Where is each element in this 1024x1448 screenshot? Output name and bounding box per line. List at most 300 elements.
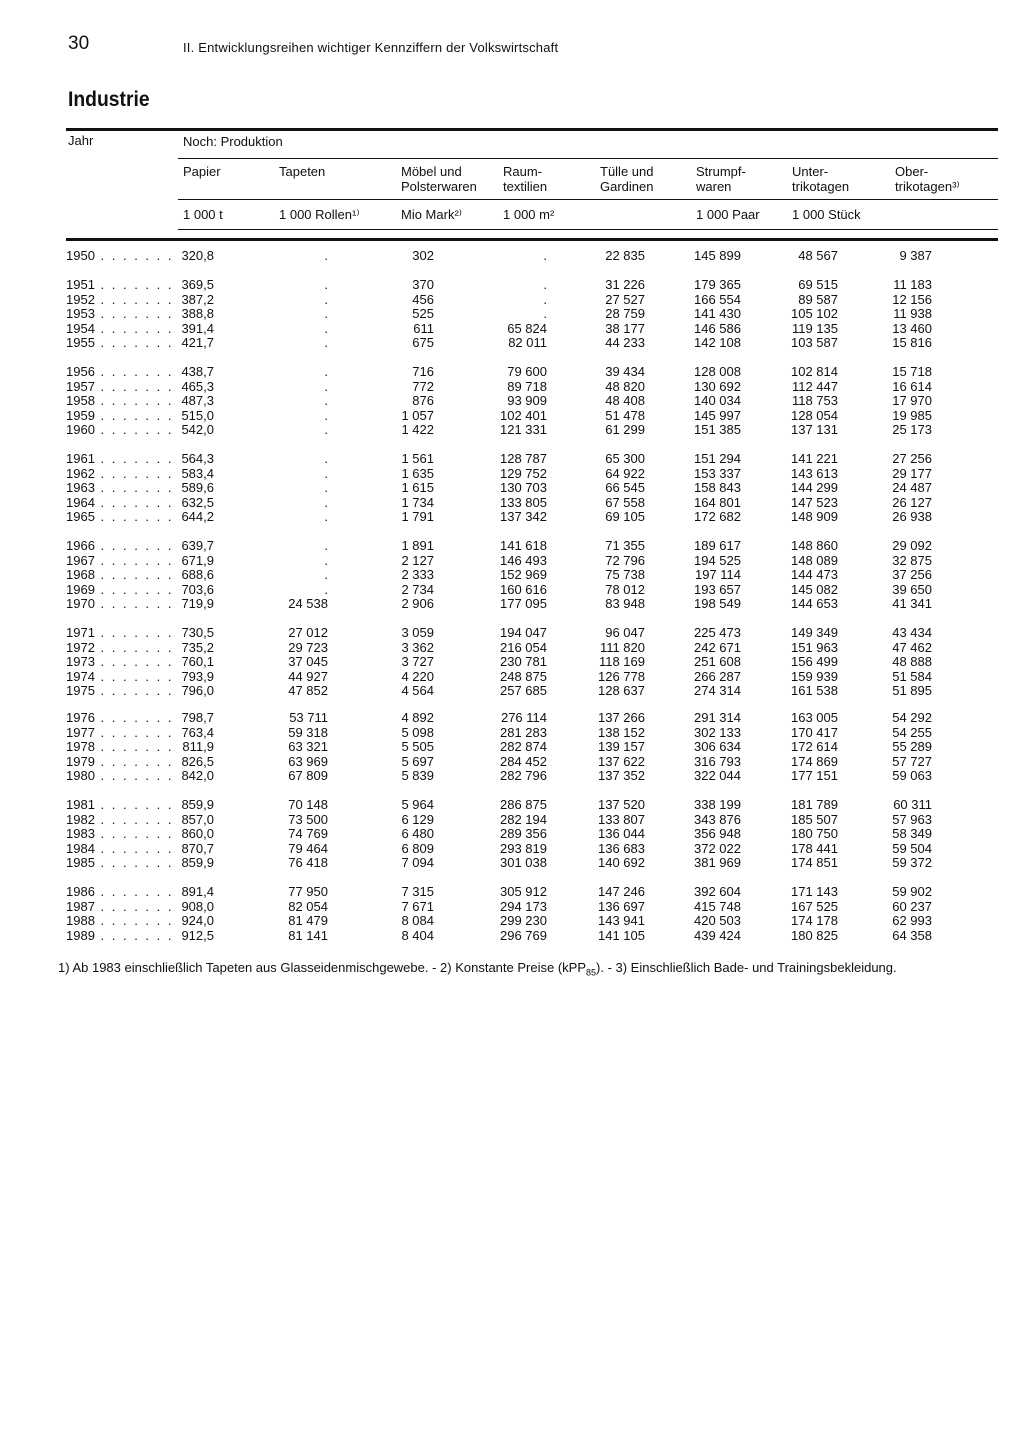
value-cell: 148 089 <box>791 552 838 568</box>
table-row <box>0 769 1024 784</box>
value-cell: 128 637 <box>598 683 645 698</box>
value-cell: 302 <box>412 248 434 263</box>
column-header <box>792 164 849 194</box>
value-cell: 8 404 <box>401 927 434 943</box>
value-cell: 388,8 <box>181 306 214 321</box>
value-cell: 439 424 <box>694 927 741 943</box>
value-cell: 282 796 <box>500 768 547 783</box>
value-cell: 54 255 <box>892 724 932 740</box>
value-cell: 48 408 <box>605 393 645 408</box>
value-cell: 4 220 <box>401 668 434 684</box>
value-cell: 194 047 <box>500 625 547 640</box>
value-cell: 3 727 <box>401 654 434 669</box>
value-cell: 306 634 <box>694 739 741 754</box>
value-cell: 59 504 <box>892 840 932 856</box>
column-header <box>600 164 653 194</box>
year-cell: 1972 . . . . . . . <box>66 639 174 655</box>
table-row <box>0 655 1024 670</box>
value-cell: 75 738 <box>605 567 645 582</box>
year-cell: 1976 . . . . . . . <box>66 710 174 725</box>
value-cell: 147 246 <box>598 884 645 899</box>
value-cell: 145 082 <box>791 581 838 597</box>
value-cell: 39 650 <box>892 581 932 597</box>
value-cell: 891,4 <box>181 884 214 899</box>
value-cell: 137 342 <box>500 509 547 524</box>
year-cell: 1971 . . . . . . . <box>66 625 174 640</box>
value-cell: 11 938 <box>893 306 932 321</box>
value-cell: 763,4 <box>181 724 214 740</box>
table-row <box>0 626 1024 641</box>
value-cell: 197 114 <box>694 567 741 582</box>
value-cell: 148 860 <box>791 538 838 553</box>
value-cell: 372 022 <box>694 840 741 856</box>
table-row <box>0 554 1024 569</box>
column-header <box>183 164 221 179</box>
column-header-line2: Polsterwaren <box>401 179 477 194</box>
value-cell: 174 178 <box>791 913 838 928</box>
value-cell: 103 587 <box>791 335 838 350</box>
value-cell: 67 558 <box>605 494 645 510</box>
year-cell: 1957 . . . . . . . <box>66 378 174 394</box>
table-row <box>0 278 1024 293</box>
value-cell: 48 888 <box>892 654 932 669</box>
value-cell: 141 105 <box>598 927 645 943</box>
value-cell: 61 299 <box>605 422 645 437</box>
year-cell: 1960 . . . . . . . <box>66 422 174 437</box>
value-cell: 857,0 <box>181 811 214 827</box>
year-cell: 1965 . . . . . . . <box>66 509 174 524</box>
footnote <box>58 960 897 978</box>
value-cell: 145 997 <box>694 407 741 423</box>
value-cell: 48 567 <box>798 248 838 263</box>
value-cell: . <box>324 509 328 524</box>
value-cell: 76 418 <box>288 855 328 870</box>
value-cell: 51 584 <box>892 668 932 684</box>
value-cell: 4 564 <box>401 683 434 698</box>
footnote-rendered: 1) Ab 1983 einschließlich Tapeten aus Glasseidenmischgewebe. - 2) Konstante Preise (kPP$_{85}$). - 3) Einschließlich Bade- und Trainingsbekleidung. <box>58 960 897 978</box>
value-cell: 12 156 <box>892 291 932 307</box>
value-cell: 343 876 <box>694 811 741 827</box>
value-cell: . <box>324 291 328 307</box>
value-cell: 6 809 <box>401 840 434 856</box>
value-cell: 160 616 <box>500 581 547 597</box>
value-cell: 74 769 <box>288 826 328 841</box>
column-header-line1: Tapeten <box>279 164 326 179</box>
value-cell: 148 909 <box>791 509 838 524</box>
value-cell: 286 875 <box>500 797 547 812</box>
value-cell: 60 237 <box>892 898 932 914</box>
value-cell: 2 333 <box>401 567 434 582</box>
column-unit: 1 000 Rollen¹⁾ <box>279 207 360 222</box>
value-cell: 322 044 <box>694 768 741 783</box>
stub-label: Jahr <box>68 133 94 148</box>
year-cell: 1985 . . . . . . . <box>66 855 174 870</box>
column-header-line1: Unter- <box>792 164 829 179</box>
value-cell: 870,7 <box>181 840 214 856</box>
column-header-line1: Papier <box>183 164 221 179</box>
value-cell: 59 902 <box>892 884 932 899</box>
value-cell: 151 963 <box>791 639 838 655</box>
year-cell: 1953 . . . . . . . <box>66 306 174 321</box>
value-cell: 1 561 <box>401 451 434 466</box>
value-cell: . <box>543 277 547 292</box>
value-cell: 181 789 <box>791 797 838 812</box>
year-cell: 1955 . . . . . . . <box>66 335 174 350</box>
value-cell: 391,4 <box>181 320 214 336</box>
value-cell: . <box>324 581 328 597</box>
value-cell: 140 034 <box>694 393 741 408</box>
value-cell: 719,9 <box>181 596 214 611</box>
value-cell: 370 <box>412 277 434 292</box>
value-cell: 172 614 <box>791 739 838 754</box>
column-header-line1: Ober- <box>895 164 929 179</box>
value-cell: 1 422 <box>401 422 434 437</box>
year-cell: 1967 . . . . . . . <box>66 552 174 568</box>
value-cell: 639,7 <box>181 538 214 553</box>
table-row <box>0 641 1024 656</box>
value-cell: 137 131 <box>791 422 838 437</box>
value-cell: 163 005 <box>791 710 838 725</box>
value-cell: 3 059 <box>401 625 434 640</box>
value-cell: 51 478 <box>605 407 645 423</box>
value-cell: 171 143 <box>791 884 838 899</box>
value-cell: . <box>324 393 328 408</box>
value-cell: 89 718 <box>507 378 547 394</box>
value-cell: 9 387 <box>899 248 932 263</box>
value-cell: . <box>324 567 328 582</box>
value-cell: 369,5 <box>181 277 214 292</box>
value-cell: 130 703 <box>500 480 547 495</box>
value-cell: 140 692 <box>598 855 645 870</box>
value-cell: 59 063 <box>892 768 932 783</box>
value-cell: 716 <box>412 364 434 379</box>
value-cell: 703,6 <box>181 581 214 597</box>
value-cell: 194 525 <box>694 552 741 568</box>
value-cell: 136 044 <box>598 826 645 841</box>
column-header <box>696 164 746 194</box>
value-cell: 274 314 <box>694 683 741 698</box>
value-cell: 146 586 <box>694 320 741 336</box>
value-cell: 515,0 <box>181 407 214 423</box>
value-cell: 15 816 <box>892 335 932 350</box>
value-cell: 63 969 <box>288 753 328 769</box>
value-cell: 299 230 <box>500 913 547 928</box>
value-cell: 31 226 <box>605 277 645 292</box>
value-cell: 64 922 <box>605 465 645 481</box>
value-cell: 153 337 <box>694 465 741 481</box>
value-cell: 29 723 <box>288 639 328 655</box>
value-cell: 912,5 <box>181 927 214 943</box>
group-rule <box>178 158 998 159</box>
value-cell: 2 906 <box>401 596 434 611</box>
value-cell: 37 256 <box>892 567 932 582</box>
value-cell: 632,5 <box>181 494 214 510</box>
value-cell: 138 152 <box>598 724 645 740</box>
value-cell: 143 941 <box>598 913 645 928</box>
value-cell: 172 682 <box>694 509 741 524</box>
table-row <box>0 539 1024 554</box>
value-cell: 24 487 <box>892 480 932 495</box>
year-cell: 1983 . . . . . . . <box>66 826 174 841</box>
value-cell: 126 778 <box>598 668 645 684</box>
value-cell: 3 362 <box>401 639 434 655</box>
value-cell: 137 622 <box>598 753 645 769</box>
value-cell: 27 256 <box>892 451 932 466</box>
value-cell: 65 300 <box>605 451 645 466</box>
table-row <box>0 467 1024 482</box>
value-cell: 7 315 <box>401 884 434 899</box>
value-cell: 130 692 <box>694 378 741 394</box>
value-cell: 60 311 <box>893 797 932 812</box>
value-cell: 139 157 <box>598 739 645 754</box>
value-cell: 356 948 <box>694 826 741 841</box>
value-cell: 180 825 <box>791 927 838 943</box>
value-cell: 47 462 <box>892 639 932 655</box>
column-unit: 1 000 t <box>183 207 223 222</box>
table-row <box>0 684 1024 699</box>
value-cell: 415 748 <box>694 898 741 914</box>
value-cell: 5 505 <box>401 739 434 754</box>
value-cell: 671,9 <box>181 552 214 568</box>
value-cell: 55 289 <box>892 739 932 754</box>
year-cell: 1969 . . . . . . . <box>66 581 174 597</box>
value-cell: 6 480 <box>401 826 434 841</box>
value-cell: 589,6 <box>181 480 214 495</box>
value-cell: 159 939 <box>791 668 838 684</box>
value-cell: 230 781 <box>500 654 547 669</box>
value-cell: 137 266 <box>598 710 645 725</box>
table-row <box>0 423 1024 438</box>
value-cell: 129 752 <box>500 465 547 481</box>
year-cell: 1964 . . . . . . . <box>66 494 174 510</box>
value-cell: 82 054 <box>288 898 328 914</box>
value-cell: . <box>543 306 547 321</box>
table-row <box>0 394 1024 409</box>
column-header <box>401 164 477 194</box>
value-cell: 284 452 <box>500 753 547 769</box>
value-cell: 25 173 <box>892 422 932 437</box>
value-cell: 54 292 <box>892 710 932 725</box>
value-cell: 143 613 <box>791 465 838 481</box>
year-cell: 1978 . . . . . . . <box>66 739 174 754</box>
group-label: Noch: Produktion <box>183 134 283 149</box>
value-cell: 242 671 <box>694 639 741 655</box>
value-cell: 8 084 <box>401 913 434 928</box>
value-cell: 760,1 <box>181 654 214 669</box>
value-cell: 1 635 <box>401 465 434 481</box>
value-cell: 39 434 <box>605 364 645 379</box>
value-cell: 144 473 <box>791 567 838 582</box>
value-cell: 149 349 <box>791 625 838 640</box>
table-row <box>0 452 1024 467</box>
value-cell: 158 843 <box>694 480 741 495</box>
column-header <box>279 164 325 179</box>
value-cell: 2 734 <box>401 581 434 597</box>
value-cell: 276 114 <box>500 710 547 725</box>
table-row <box>0 726 1024 741</box>
value-cell: 17 970 <box>892 393 932 408</box>
value-cell: 842,0 <box>181 768 214 783</box>
value-cell: . <box>543 291 547 307</box>
value-cell: 73 500 <box>288 811 328 827</box>
value-cell: 156 499 <box>791 654 838 669</box>
year-cell: 1984 . . . . . . . <box>66 840 174 856</box>
table-row <box>0 249 1024 264</box>
value-cell: 147 523 <box>791 494 838 510</box>
value-cell: . <box>324 480 328 495</box>
value-cell: 13 460 <box>892 320 932 336</box>
value-cell: 26 127 <box>892 494 932 510</box>
value-cell: 53 711 <box>289 710 328 725</box>
year-cell: 1970 . . . . . . . <box>66 596 174 611</box>
table-row <box>0 842 1024 857</box>
column-unit: Mio Mark²⁾ <box>401 207 462 222</box>
value-cell: 5 839 <box>401 768 434 783</box>
value-cell: 57 727 <box>892 753 932 769</box>
value-cell: 59 372 <box>892 855 932 870</box>
value-cell: 876 <box>412 393 434 408</box>
value-cell: 5 964 <box>401 797 434 812</box>
value-cell: 24 538 <box>288 596 328 611</box>
value-cell: 119 135 <box>791 320 838 336</box>
year-cell: 1981 . . . . . . . <box>66 797 174 812</box>
value-cell: 177 151 <box>791 768 838 783</box>
value-cell: . <box>324 320 328 336</box>
year-cell: 1973 . . . . . . . <box>66 654 174 669</box>
value-cell: 294 173 <box>500 898 547 914</box>
value-cell: 144 653 <box>791 596 838 611</box>
value-cell: 128 787 <box>500 451 547 466</box>
value-cell: 420 503 <box>694 913 741 928</box>
value-cell: 1 891 <box>401 538 434 553</box>
table-row <box>0 496 1024 511</box>
value-cell: 69 105 <box>605 509 645 524</box>
value-cell: . <box>543 248 547 263</box>
value-cell: 438,7 <box>181 364 214 379</box>
value-cell: 43 434 <box>892 625 932 640</box>
value-cell: . <box>324 277 328 292</box>
value-cell: 161 538 <box>791 683 838 698</box>
page-number: 30 <box>68 33 90 54</box>
column-header <box>503 164 547 194</box>
year-cell: 1966 . . . . . . . <box>66 538 174 553</box>
value-cell: 291 314 <box>694 710 741 725</box>
value-cell: 112 447 <box>791 378 838 394</box>
value-cell: 164 801 <box>694 494 741 510</box>
value-cell: 542,0 <box>181 422 214 437</box>
year-cell: 1951 . . . . . . . <box>66 277 174 292</box>
table-row <box>0 900 1024 915</box>
year-cell: 1975 . . . . . . . <box>66 683 174 698</box>
value-cell: 41 341 <box>892 596 932 611</box>
value-cell: 71 355 <box>605 538 645 553</box>
value-cell: 133 805 <box>500 494 547 510</box>
value-cell: . <box>324 538 328 553</box>
value-cell: 798,7 <box>181 710 214 725</box>
value-cell: 316 793 <box>694 753 741 769</box>
value-cell: 465,3 <box>181 378 214 394</box>
value-cell: 178 441 <box>791 840 838 856</box>
value-cell: 7 671 <box>401 898 434 914</box>
value-cell: 48 820 <box>605 378 645 394</box>
year-cell: 1982 . . . . . . . <box>66 811 174 827</box>
column-header-line1: Tülle und <box>600 164 654 179</box>
value-cell: 611 <box>413 320 434 336</box>
value-cell: 296 769 <box>500 927 547 943</box>
value-cell: 118 753 <box>791 393 838 408</box>
value-cell: 51 895 <box>892 683 932 698</box>
column-header-line1: Möbel und <box>401 164 462 179</box>
value-cell: 141 618 <box>500 538 547 553</box>
year-cell: 1979 . . . . . . . <box>66 753 174 769</box>
section-title: Industrie <box>68 88 150 111</box>
value-cell: 29 092 <box>892 538 932 553</box>
table-row <box>0 597 1024 612</box>
table-row <box>0 322 1024 337</box>
value-cell: 381 969 <box>694 855 741 870</box>
value-cell: 1 057 <box>401 407 434 423</box>
value-cell: 44 233 <box>605 335 645 350</box>
value-cell: . <box>324 364 328 379</box>
table-body-rule <box>66 238 998 241</box>
value-cell: 392 604 <box>694 884 741 899</box>
value-cell: 266 287 <box>694 668 741 684</box>
value-cell: 456 <box>412 291 434 307</box>
year-cell: 1952 . . . . . . . <box>66 291 174 307</box>
value-cell: 27 527 <box>605 291 645 307</box>
value-cell: 144 299 <box>791 480 838 495</box>
value-cell: 793,9 <box>181 668 214 684</box>
column-header-line2: trikotagen³⁾ <box>895 179 960 194</box>
value-cell: 924,0 <box>181 913 214 928</box>
value-cell: 79 600 <box>507 364 547 379</box>
value-cell: 118 169 <box>598 654 645 669</box>
value-cell: 96 047 <box>605 625 645 640</box>
value-cell: 145 899 <box>694 248 741 263</box>
value-cell: 177 095 <box>500 596 547 611</box>
table-row <box>0 856 1024 871</box>
value-cell: 289 356 <box>500 826 547 841</box>
year-cell: 1954 . . . . . . . <box>66 320 174 336</box>
value-cell: 83 948 <box>605 596 645 611</box>
column-header-line2: trikotagen <box>792 179 850 194</box>
value-cell: . <box>324 335 328 350</box>
value-cell: 179 365 <box>694 277 741 292</box>
column-header-line2: textilien <box>503 179 548 194</box>
value-cell: 387,2 <box>181 291 214 307</box>
value-cell: 16 614 <box>892 378 932 394</box>
value-cell: 170 417 <box>791 724 838 740</box>
value-cell: 860,0 <box>181 826 214 841</box>
table-row <box>0 740 1024 755</box>
value-cell: 67 809 <box>288 768 328 783</box>
value-cell: 293 819 <box>500 840 547 856</box>
table-row <box>0 409 1024 424</box>
value-cell: . <box>324 422 328 437</box>
value-cell: 5 697 <box>401 753 434 769</box>
value-cell: . <box>324 378 328 394</box>
value-cell: 198 549 <box>694 596 741 611</box>
column-header-line1: Strumpf- <box>696 164 746 179</box>
value-cell: 166 554 <box>694 291 741 307</box>
table-row <box>0 929 1024 944</box>
year-cell: 1977 . . . . . . . <box>66 724 174 740</box>
year-cell: 1963 . . . . . . . <box>66 480 174 495</box>
table-row <box>0 380 1024 395</box>
value-cell: 7 094 <box>401 855 434 870</box>
value-cell: 29 177 <box>892 465 932 481</box>
value-cell: . <box>324 465 328 481</box>
